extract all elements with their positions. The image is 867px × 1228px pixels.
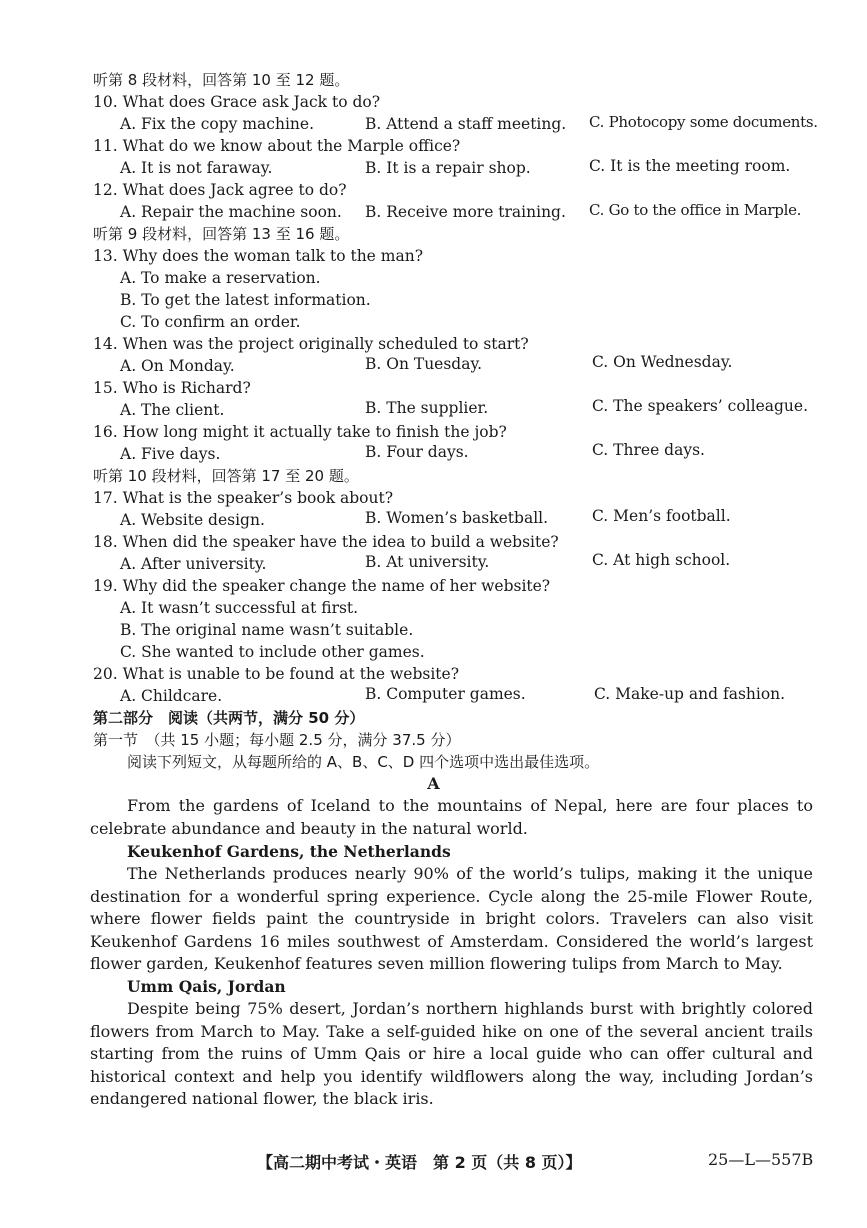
- q14-option-a: A. On Monday.: [120, 357, 235, 375]
- section10-intro: 听第 10 段材料，回答第 17 至 20 题。: [93, 467, 359, 485]
- q19-option-a: A. It wasn’t successful at first.: [120, 599, 359, 617]
- q18-option-c: C. At high school.: [592, 551, 731, 569]
- q16-option-b: B. Four days.: [365, 443, 469, 461]
- q13-option-a: A. To make a reservation.: [120, 269, 321, 287]
- section-one-title: 第一节 （共 15 小题；每小题 2.5 分，满分 37.5 分）: [93, 731, 461, 749]
- q20-stem: 20. What is unable to be found at the website?: [93, 665, 459, 683]
- q12-option-a: A. Repair the machine soon.: [120, 203, 342, 221]
- q16-option-c: C. Three days.: [592, 441, 705, 459]
- q13-option-b: B. To get the latest information.: [120, 291, 371, 309]
- q10-option-b: B. Attend a staff meeting.: [365, 115, 567, 133]
- q11-stem: 11. What do we know about the Marple office?: [93, 137, 461, 155]
- q15-option-c: C. The speakers’ colleague.: [592, 397, 809, 415]
- q13-stem: 13. Why does the woman talk to the man?: [93, 247, 424, 265]
- q18-stem: 18. When did the speaker have the idea to build a website?: [93, 533, 559, 551]
- q16-option-a: A. Five days.: [120, 445, 221, 463]
- q12-stem: 12. What does Jack agree to do?: [93, 181, 347, 199]
- q15-option-a: A. The client.: [120, 401, 225, 419]
- paragraph-keukenhof-text: The Netherlands produces nearly 90% of the world’s tulips, making it the unique destination for a wonderful spring experience. Cycle along the 25-mile Flower Route, where flower fields paint the countryside in bright colors. Travelers can also visit Keukenhof Gardens 16 miles southwest of Amsterdam. Considered the world’s largest flower garden, Keukenhof features seven million flowering tulips from March to May.: [90, 864, 813, 974]
- q12-option-b: B. Receive more training.: [365, 203, 566, 221]
- q17-option-c: C. Men’s football.: [592, 507, 731, 525]
- paragraph-keukenhof: [90, 863, 813, 976]
- heading-keukenhof: Keukenhof Gardens, the Netherlands: [127, 842, 451, 861]
- part-two-title: 第二部分 阅读（共两节，满分 50 分）: [93, 709, 365, 727]
- q19-option-c: C. She wanted to include other games.: [120, 643, 425, 661]
- q18-option-b: B. At university.: [365, 553, 490, 571]
- q17-stem: 17. What is the speaker’s book about?: [93, 489, 394, 507]
- paragraph-umm-qais-text: Despite being 75% desert, Jordan’s northern highlands burst with brightly colored flowers from March to May. Take a self-guided hike on one of the several ancient trails starting from the ruins of Umm Qais or hire a local guide who can offer cultural and historical context and help you identify wildflowers along the way, including Jordan’s endangered national flower, the black iris.: [90, 999, 813, 1109]
- q11-option-c: C. It is the meeting room.: [589, 157, 791, 175]
- section8-intro: 听第 8 段材料，回答第 10 至 12 题。: [93, 71, 350, 89]
- q20-option-c: C. Make-up and fashion.: [594, 685, 786, 703]
- q14-option-c: C. On Wednesday.: [592, 353, 733, 371]
- q14-option-b: B. On Tuesday.: [365, 355, 483, 373]
- q17-option-b: B. Women’s basketball.: [365, 509, 549, 527]
- intro-paragraph: [90, 795, 813, 840]
- footer-code: 25—L—557B: [708, 1150, 814, 1169]
- q11-option-b: B. It is a repair shop.: [365, 159, 531, 177]
- q15-stem: 15. Who is Richard?: [93, 379, 251, 397]
- q10-option-c: C. Photocopy some documents.: [589, 113, 818, 131]
- passage-label: A: [427, 774, 440, 793]
- q13-option-c: C. To confirm an order.: [120, 313, 301, 331]
- q14-stem: 14. When was the project originally scheduled to start?: [93, 335, 529, 353]
- q16-stem: 16. How long might it actually take to finish the job?: [93, 423, 507, 441]
- intro-paragraph-text: From the gardens of Iceland to the mountains of Nepal, here are four places to celebrate abundance and beauty in the natural world.: [90, 796, 813, 838]
- paragraph-umm-qais: [90, 998, 813, 1111]
- q20-option-b: B. Computer games.: [365, 685, 526, 703]
- q17-option-a: A. Website design.: [120, 511, 265, 529]
- q12-option-c: C. Go to the office in Marple.: [589, 201, 802, 219]
- reading-instruction: 阅读下列短文，从每题所给的 A、B、C、D 四个选项中选出最佳选项。: [127, 753, 600, 771]
- q19-option-b: B. The original name wasn’t suitable.: [120, 621, 414, 639]
- footer-title: 【高二期中考试・英语 第 2 页（共 8 页）】: [257, 1153, 582, 1172]
- q19-stem: 19. Why did the speaker change the name of her website?: [93, 577, 551, 595]
- q20-option-a: A. Childcare.: [120, 687, 223, 705]
- heading-umm-qais: Umm Qais, Jordan: [127, 977, 286, 996]
- q11-option-a: A. It is not faraway.: [120, 159, 273, 177]
- q18-option-a: A. After university.: [120, 555, 267, 573]
- q15-option-b: B. The supplier.: [365, 399, 489, 417]
- q10-stem: 10. What does Grace ask Jack to do?: [93, 93, 381, 111]
- q10-option-a: A. Fix the copy machine.: [120, 115, 314, 133]
- section9-intro: 听第 9 段材料，回答第 13 至 16 题。: [93, 225, 350, 243]
